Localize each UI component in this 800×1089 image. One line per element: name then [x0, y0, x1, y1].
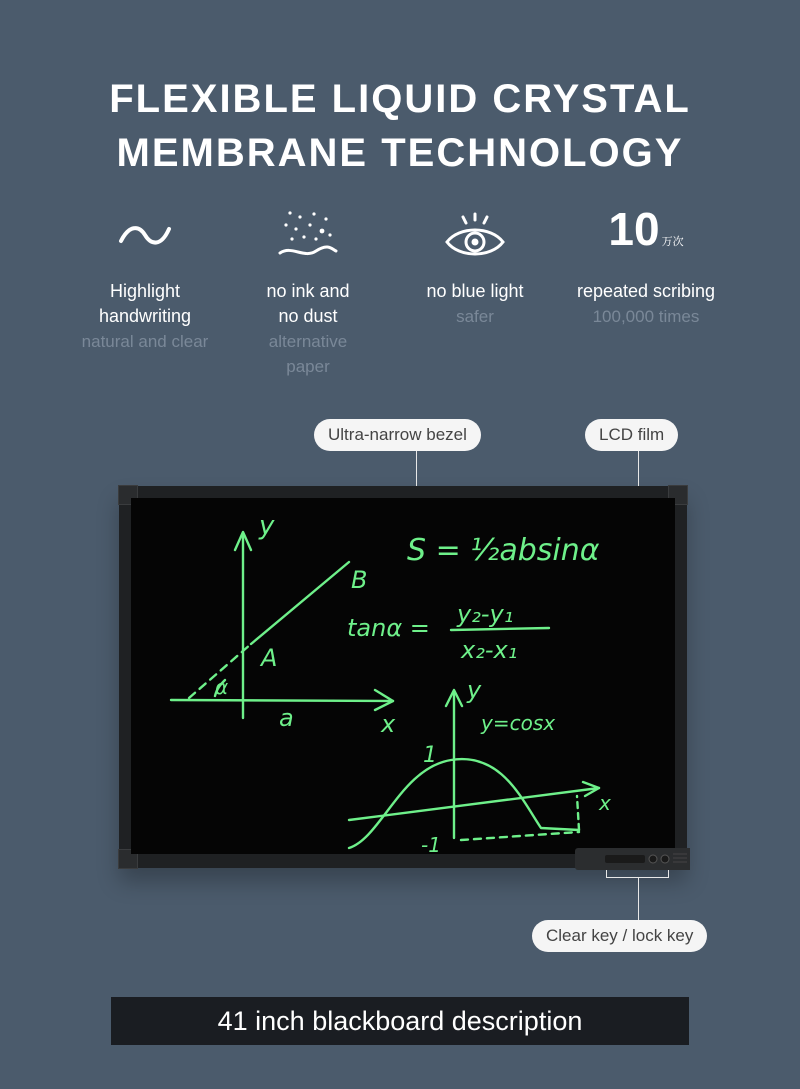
- title-line-1: FLEXIBLE LIQUID CRYSTAL: [109, 77, 691, 121]
- feature-line: no dust: [278, 306, 338, 326]
- feature-sub: safer: [456, 307, 494, 326]
- side-a-label: a: [279, 704, 294, 732]
- eye-icon: [400, 205, 550, 265]
- number-10-badge: [556, 202, 736, 265]
- point-a-label: A: [261, 644, 278, 672]
- scribing-number: 10: [608, 202, 660, 255]
- cos-period-line: [577, 796, 579, 830]
- feature-line: handwriting: [98, 306, 192, 326]
- clear-key: [605, 855, 645, 863]
- feature-sub: alternative: [268, 332, 348, 351]
- cos-function-label: y=cosx: [481, 711, 556, 735]
- feature-sub: natural and clear: [81, 332, 209, 351]
- handwriting-drawing: [131, 498, 675, 854]
- feature-no-blue-light: [400, 205, 550, 329]
- feature-no-ink: [233, 205, 383, 379]
- cos-y-axis-label: y: [467, 676, 482, 704]
- cos-min-line: [461, 832, 579, 840]
- dust-particles-icon: [233, 205, 383, 265]
- tilde-wave-icon: [60, 205, 230, 265]
- callout-keys-bracket-left: [606, 870, 607, 878]
- callout-bezel: Ultra-narrow bezel: [314, 419, 481, 451]
- callout-keys: Clear key / lock key: [532, 920, 707, 952]
- title-line-2: MEMBRANE TECHNOLOGY: [116, 131, 684, 175]
- angle-label: α: [215, 675, 229, 699]
- page-title: [0, 72, 800, 180]
- callout-keys-bracket-right: [668, 870, 669, 878]
- feature-line: no blue light: [426, 281, 524, 301]
- callout-bezel-line: [416, 451, 417, 491]
- feature-line: Highlight: [109, 281, 181, 301]
- scribing-number-unit: 万次: [661, 235, 684, 248]
- blackboard: [119, 486, 687, 868]
- lock-key: [649, 855, 657, 863]
- callout-lcd-film: LCD film: [585, 419, 678, 451]
- cos-one-label: 1: [423, 743, 437, 768]
- feature-sub: 100,000 times: [592, 307, 700, 326]
- caption-banner: 41 inch blackboard description: [111, 997, 689, 1045]
- point-b-label: B: [351, 566, 368, 594]
- formula-tan-numerator: y₂-y₁: [457, 600, 514, 628]
- x-axis-label: x: [381, 710, 396, 738]
- feature-line: repeated scribing: [576, 281, 716, 301]
- power-key: [661, 855, 669, 863]
- formula-tan-denominator: x₂-x₁: [461, 636, 518, 664]
- feature-line: no ink and: [266, 281, 350, 301]
- cos-minus-one-label: -1: [421, 833, 441, 854]
- fraction-bar: [451, 628, 549, 630]
- key-panel: [575, 848, 690, 870]
- y-axis-label: y: [259, 511, 275, 541]
- feature-sub: paper: [286, 357, 330, 376]
- feature-highlight: [60, 205, 230, 354]
- callout-keys-line: [638, 878, 639, 920]
- x-axis-line: [171, 700, 393, 701]
- callout-keys-bracket: [606, 877, 668, 878]
- formula-tan-left: tanα =: [347, 614, 430, 642]
- cos-x-axis-label: x: [599, 791, 611, 815]
- line-ab: [251, 562, 349, 644]
- lcd-screen: [131, 498, 675, 854]
- cos-x-axis: [349, 788, 599, 820]
- feature-repeated-scribing: [556, 202, 736, 329]
- formula-area: S = ½absinα: [407, 533, 600, 568]
